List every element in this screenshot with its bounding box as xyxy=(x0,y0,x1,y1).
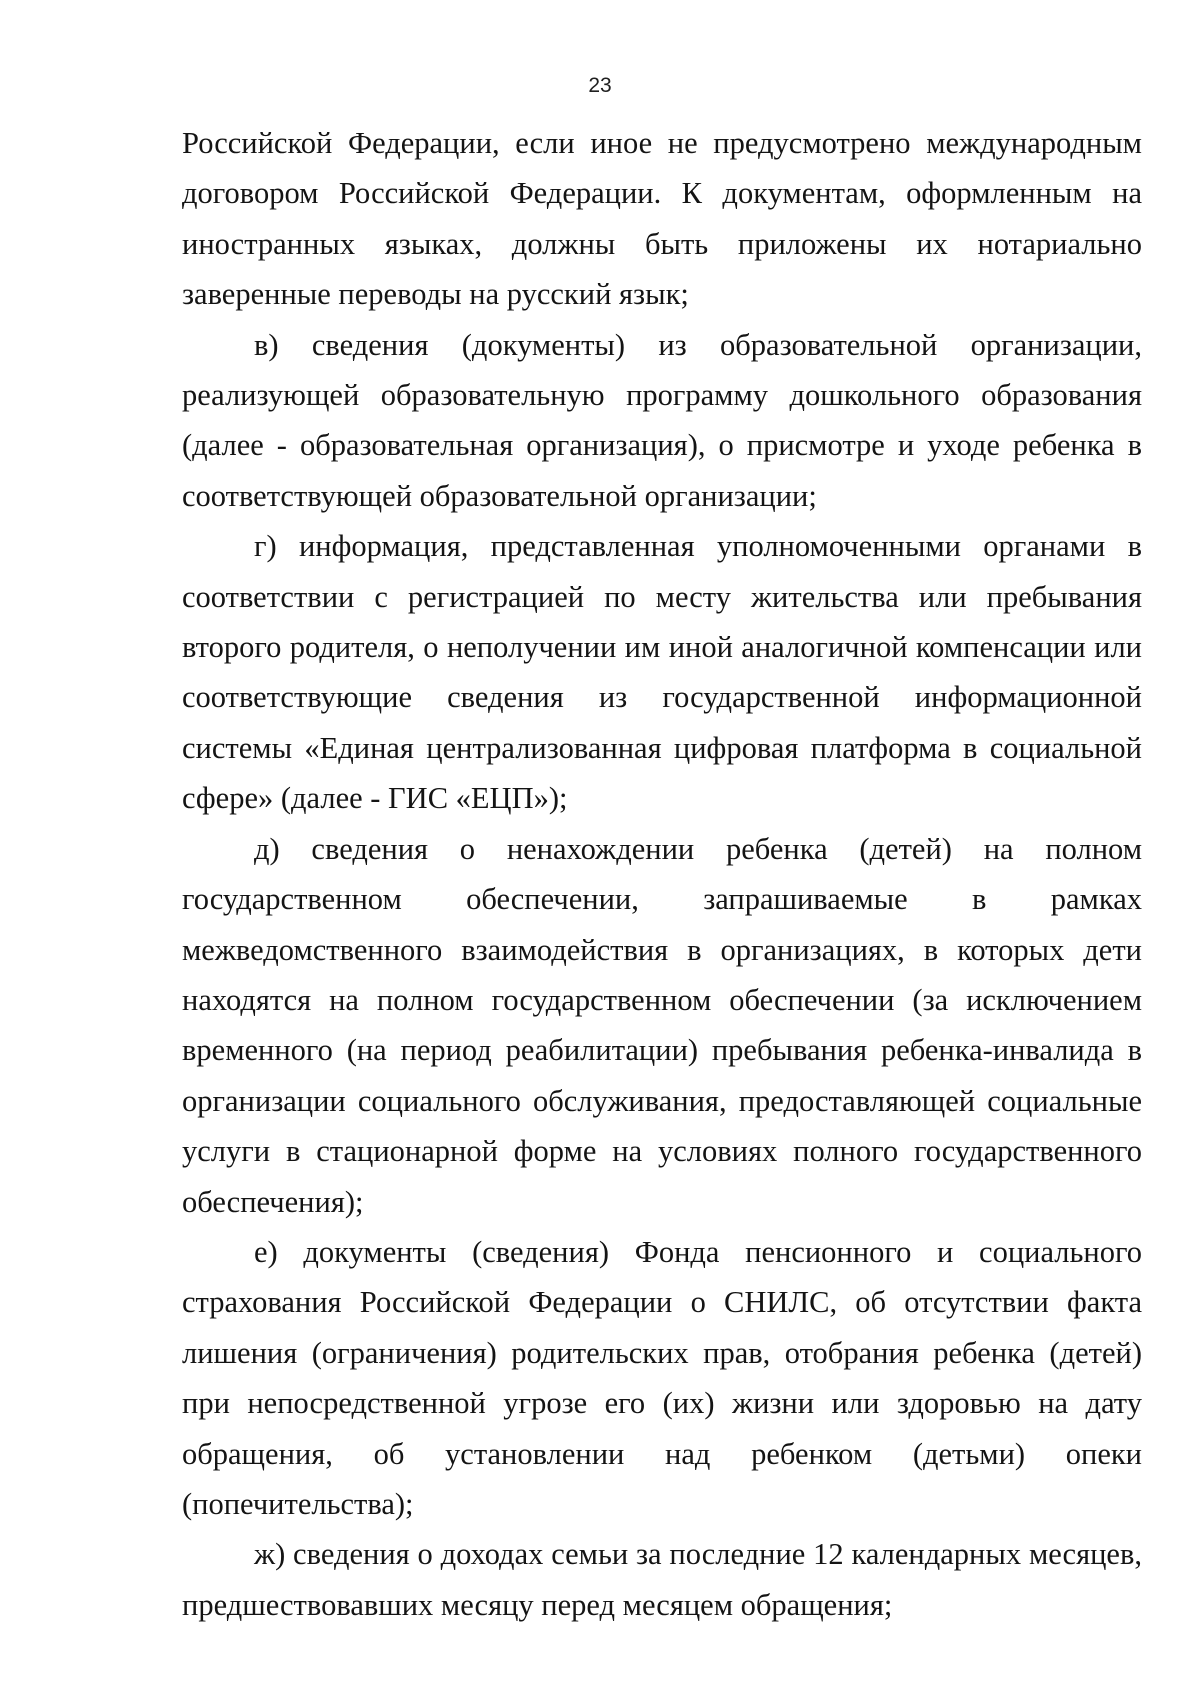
paragraph-continuation: Российской Федерации, если иное не предусмотрено международным договором Российской Федерации. К документам, оформленным на иностранных языках, должны быть приложены их нотариально заверенные переводы на русский язык; xyxy=(182,126,1142,312)
paragraph-item-g: г) информация, представленная уполномоченными органами в соответствии с регистрацией по месту жительства или пребывания второго родителя, о неполучении им иной аналогичной компенсации или соответствующие сведения из государственной информационной системы «Единая централизованная цифровая платформа в социальной сфере» (далее - ГИС «ЕЦП»); xyxy=(182,529,1142,816)
paragraph-item-d: д) сведения о ненахождении ребенка (детей) на полном государственном обеспечении, запрашиваемые в рамках межведомственного взаимодействия в организациях, в которых дети находятся на полном государственном обеспечении (за исключением временного (на период реабилитации) пребывания ребенка-инвалида в организации социального обслуживания, предоставляющей социальные услуги в стационарной форме на условиях полного государственного обеспечения); xyxy=(182,831,1142,1219)
paragraph-item-v: в) сведения (документы) из образовательной организации, реализующей образовательную программу дошкольного образования (далее - образовательная организация), о присмотре и уходе ребенка в соответствующей образовательной организации; xyxy=(182,327,1142,513)
paragraph-item-e: е) документы (сведения) Фонда пенсионного и социального страхования Российской Федерации о СНИЛС, об отсутствии факта лишения (ограничения) родительских прав, отобрания ребенка (детей) при непосредственной угрозе его (их) жизни или здоровью на дату обращения, об установлении над ребенком (детьми) опеки (попечительства); xyxy=(182,1234,1142,1521)
document-body xyxy=(182,118,1142,1630)
page-number: 23 xyxy=(588,74,612,97)
paragraph-item-zh: ж) сведения о доходах семьи за последние 12 календарных месяцев, предшествовавших месяцу перед месяцем обращения; xyxy=(182,1537,1142,1622)
